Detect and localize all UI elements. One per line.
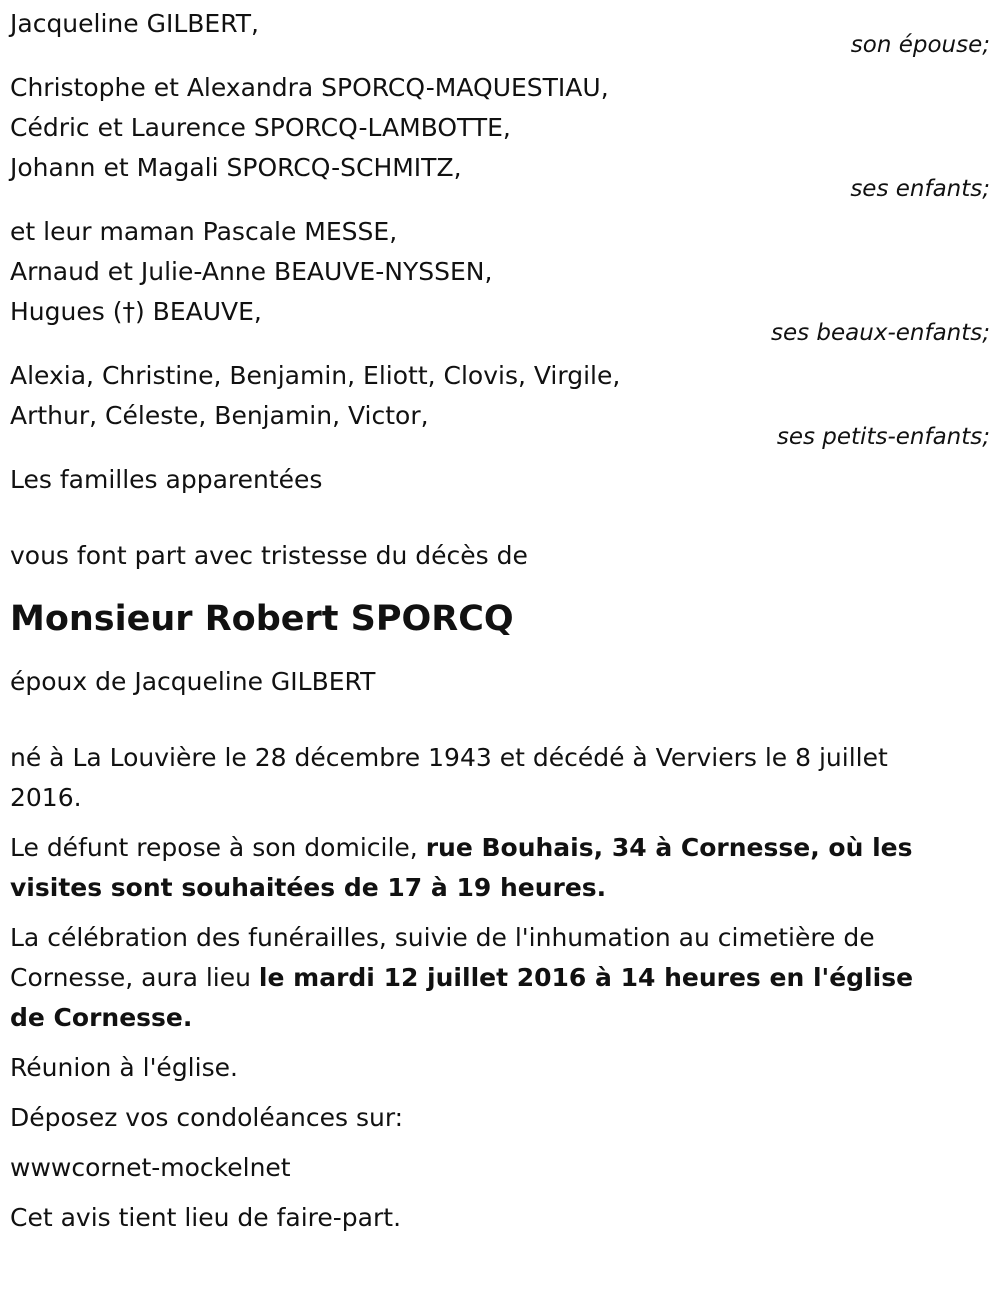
repose-paragraph xyxy=(10,828,950,908)
relation-label: son épouse; xyxy=(850,32,990,58)
funeral-text: La célébration des funérailles, suivie de l'inhumation au cimetière de Cornesse, aura lieu xyxy=(10,923,875,992)
website-link[interactable]: wwwcornet-mockelnet xyxy=(10,1153,291,1182)
spouse-line: époux de Jacqueline GILBERT xyxy=(10,667,376,696)
repose-address: rue Bouhais, 34 à Cornesse, où les visites sont souhaitées de 17 à 19 heures. xyxy=(10,833,913,902)
step-children-group xyxy=(10,212,990,350)
announcement-line: vous font part avec tristesse du décès de xyxy=(10,541,528,570)
funeral-datetime: le mardi 12 juillet 2016 à 14 heures en l'église de Cornesse. xyxy=(10,963,914,1032)
reunion-line: Réunion à l'église. xyxy=(10,1053,238,1082)
birth-death-paragraph: né à La Louvière le 28 décembre 1943 et décédé à Verviers le 8 juillet 2016. xyxy=(10,743,888,812)
grandchildren-group xyxy=(10,356,990,454)
family-name-line: Alexia, Christine, Benjamin, Eliott, Clovis, Virgile, xyxy=(10,361,621,390)
children-group xyxy=(10,68,990,206)
family-name-line: et leur maman Pascale MESSE, xyxy=(10,217,398,246)
family-name-line: Jacqueline GILBERT, xyxy=(10,9,259,38)
spouse-group xyxy=(10,4,990,62)
funeral-paragraph xyxy=(10,918,950,1038)
family-name-line: Hugues (†) BEAUVE, xyxy=(10,297,262,326)
family-name-line: Johann et Magali SPORCQ-SCHMITZ, xyxy=(10,153,462,182)
closing-line: Cet avis tient lieu de faire-part. xyxy=(10,1203,402,1232)
related-families-line: Les familles apparentées xyxy=(10,465,323,494)
condolences-label: Déposez vos condoléances sur: xyxy=(10,1103,404,1132)
deceased-name: Monsieur Robert SPORCQ xyxy=(10,599,514,639)
family-name-line: Christophe et Alexandra SPORCQ-MAQUESTIAU, xyxy=(10,73,609,102)
relation-label: ses beaux-enfants; xyxy=(770,320,990,346)
family-name-line: Cédric et Laurence SPORCQ-LAMBOTTE, xyxy=(10,113,511,142)
family-name-line: Arnaud et Julie-Anne BEAUVE-NYSSEN, xyxy=(10,257,493,286)
relation-label: ses enfants; xyxy=(850,176,990,202)
relation-label: ses petits-enfants; xyxy=(776,424,990,450)
repose-text: Le défunt repose à son domicile, xyxy=(10,833,426,862)
family-name-line: Arthur, Céleste, Benjamin, Victor, xyxy=(10,401,429,430)
